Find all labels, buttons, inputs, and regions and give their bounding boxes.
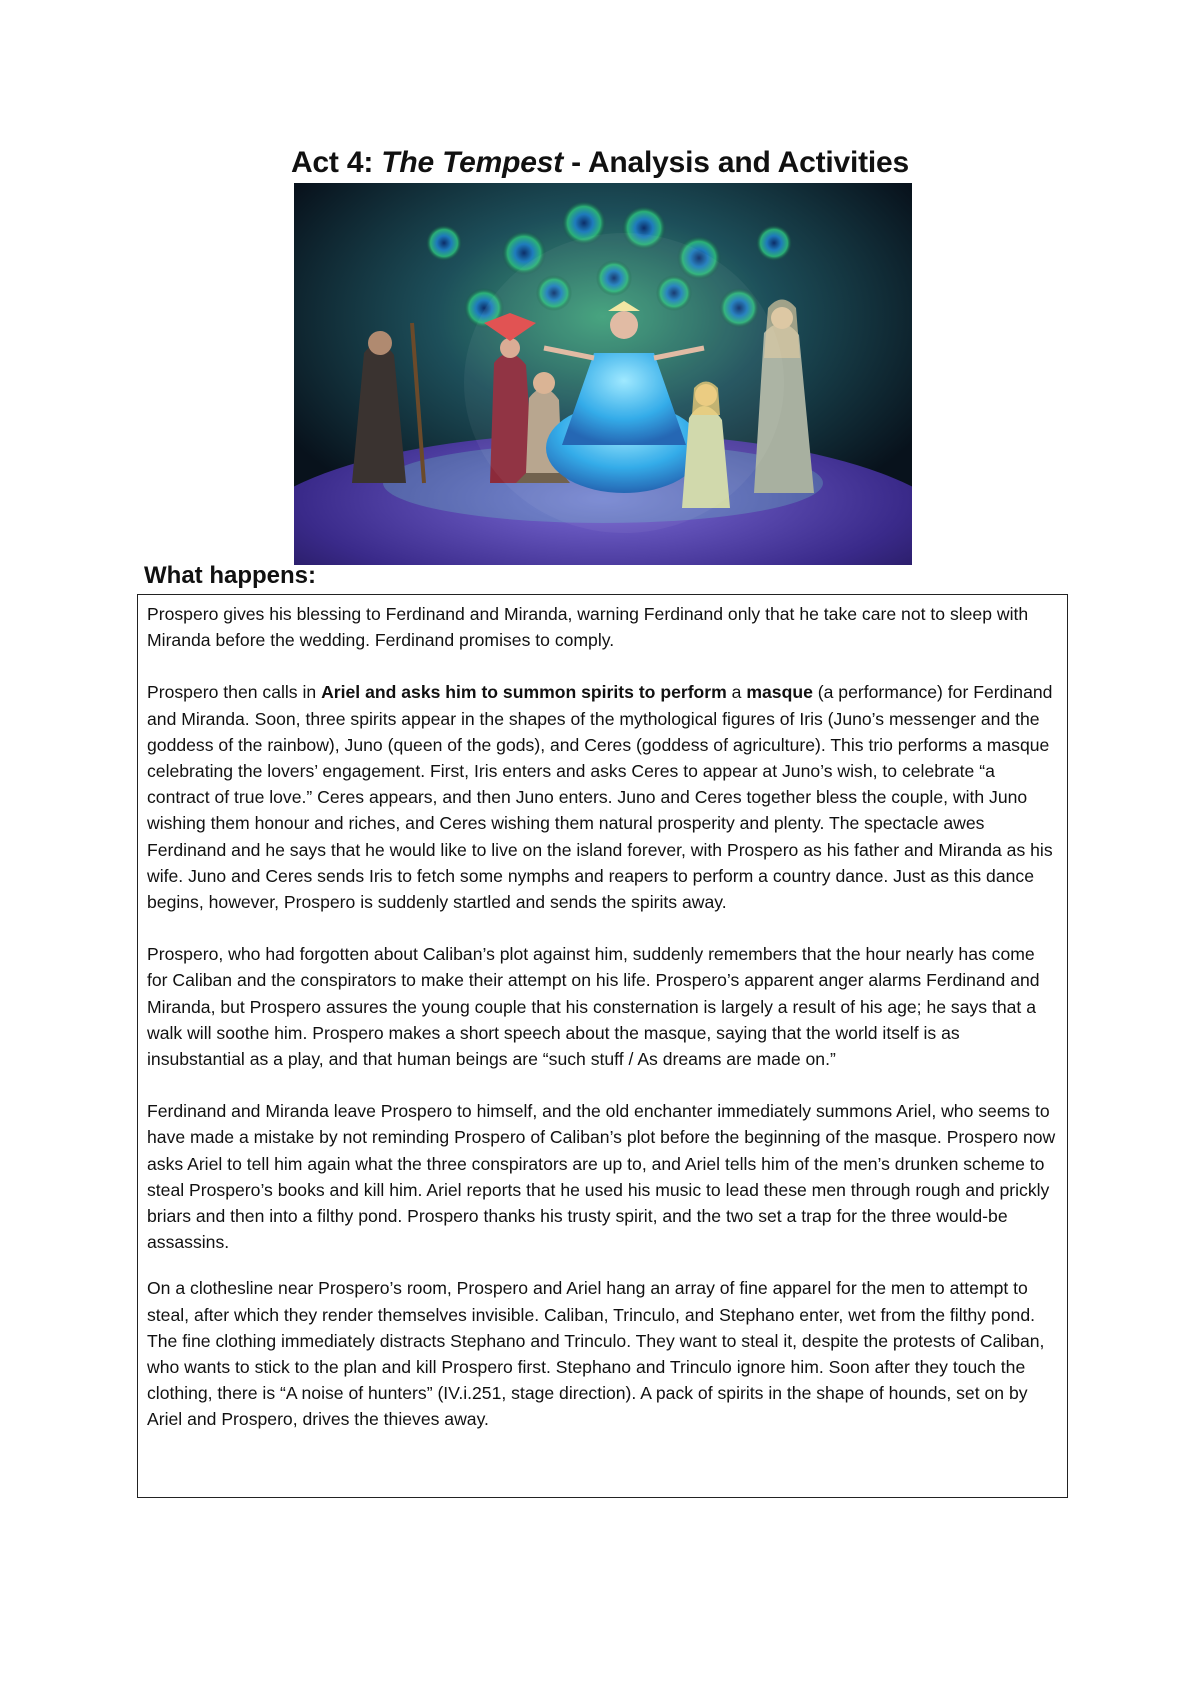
stage-production-photo [294,183,912,565]
summary-paragraph [147,601,1059,653]
page-title [0,146,1200,180]
section-heading: What happens: [144,562,316,589]
paragraph-text: Prospero then calls in [147,682,322,703]
paragraph-text: Ferdinand and Miranda leave Prospero to himself, and the old enchanter immediately summons Ariel, who seems to have made a mistake by not reminding Prospero of Caliban’s plot before the beginning of the masque. Prospero now asks Ariel to tell him again what the three conspirators are up to, and Ariel tells him of the men’s drunken scheme to steal Prospero’s books and kill him. Ariel reports that he used his music to lead these men through rough and prickly briars and then into a filthy pond. Prospero thanks his trusty spirit, and the two set a trap for the three would-be assassins. [147,1101,1056,1253]
summary-paragraph [147,1098,1059,1255]
paragraph-text: Prospero gives his blessing to Ferdinand and Miranda, warning Ferdinand only that he take care not to sleep with Miranda before the wedding. Ferdinand promises to comply. [147,604,1029,651]
summary-paragraph [147,679,1059,915]
paragraph-text: (a performance) for Ferdinand and Miranda. Soon, three spirits appear in the shapes of the mythological figures of Iris (Juno’s messenger and the goddess of the rainbow), Juno (queen of the gods), and Ceres (goddess of agriculture). This trio performs a masque celebrating the lovers’ engagement. First, Iris enters and asks Ceres to appear at Juno’s wish, to celebrate “a contract of true love.” Ceres appears, and then Juno enters. Juno and Ceres together bless the couple, with Juno wishing them honour and riches, and Ceres wishing them natural prosperity and plenty. The spectacle awes Ferdinand and he says that he would like to live on the island forever, with Prospero as his father and Miranda as his wife. Juno and Ceres sends Iris to fetch some nymphs and reapers to perform a country dance. Just as this dance begins, however, Prospero is suddenly startled and sends the spirits away. [147,682,1053,913]
title-italic: The Tempest [381,146,563,179]
paragraph-text: On a clothesline near Prospero’s room, Prospero and Ariel hang an array of fine apparel for the men to attempt to steal, after which they render themselves invisible. Caliban, Trinculo, and Stephano enter, wet from the filthy pond. The fine clothing immediately distracts Stephano and Trinculo. They want to steal it, despite the protests of Caliban, who wants to stick to the plan and kill Prospero first. Stephano and Trinculo ignore him. Soon after they touch the clothing, there is “A noise of hunters” (IV.i.251, stage direction). A pack of spirits in the shape of hounds, set on by Ariel and Prospero, drives the thieves away. [147,1278,1045,1430]
bold-text: Ariel and asks him to summon spirits to perform [321,682,727,703]
summary-box [137,594,1068,1498]
paragraph-text: a [726,682,747,703]
bold-text: masque [746,682,813,703]
stage-photo-illustration [294,183,912,565]
summary-paragraph [147,1275,1059,1432]
title-prefix: Act 4: [290,146,382,179]
summary-paragraph [147,941,1059,1072]
paragraph-text: Prospero, who had forgotten about Caliban’s plot against him, suddenly remembers that the hour nearly has come for Caliban and the conspirators to make their attempt on his life. Prospero’s apparent anger alarms Ferdinand and Miranda, but Prospero assures the young couple that his consternation is largely a result of his age; he says that a walk will soothe him. Prospero makes a short speech about the masque, saying that the world itself is as insubstantial as a play, and that human beings are “such stuff / As dreams are made on.” [147,944,1040,1070]
title-suffix: - Analysis and Activities [563,146,910,179]
